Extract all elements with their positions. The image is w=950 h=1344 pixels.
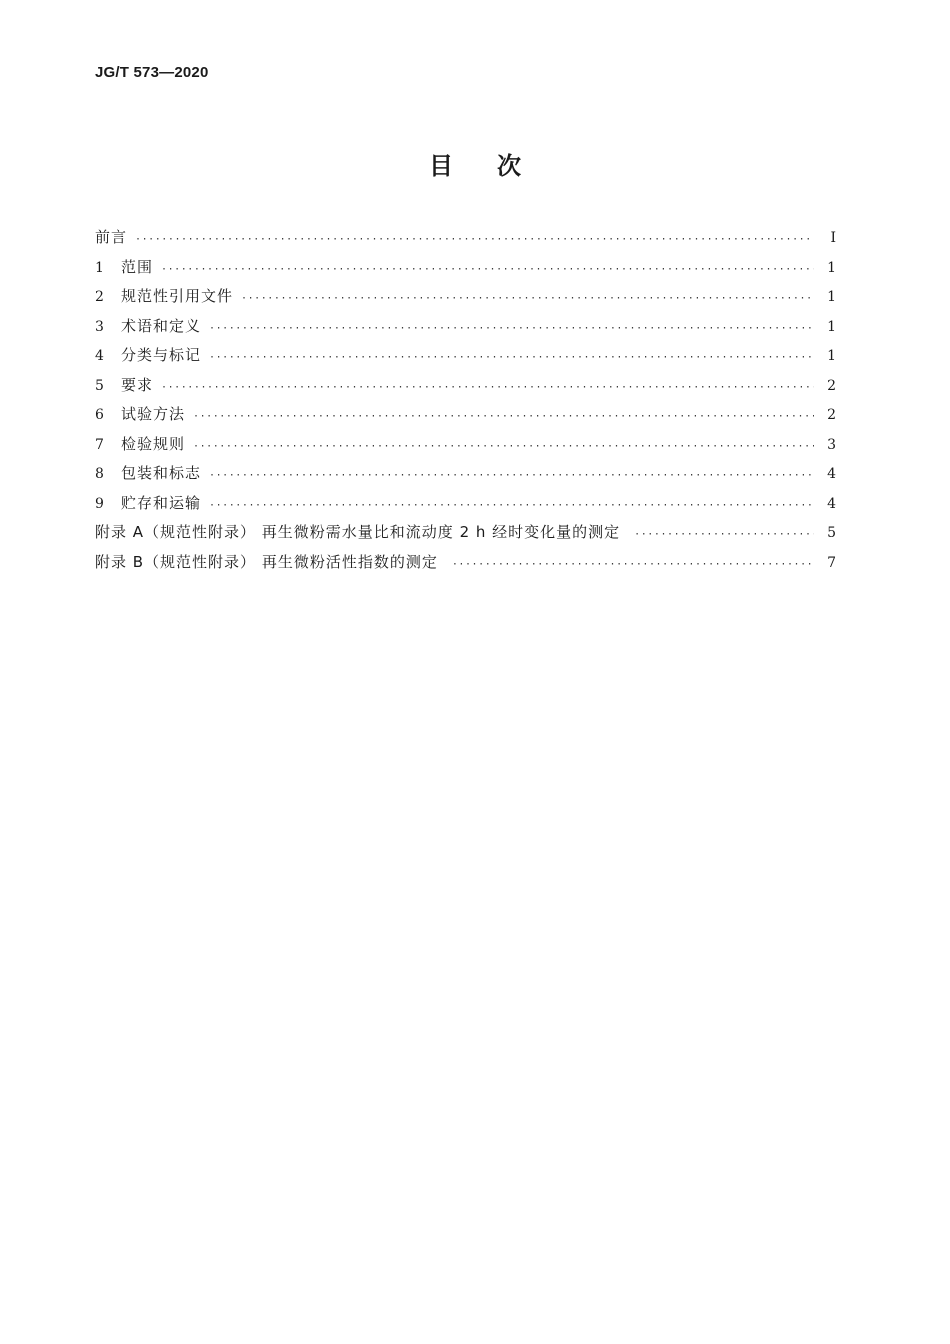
toc-entry-1[interactable] [95, 253, 836, 283]
toc-entry-label: 分类与标记 [121, 346, 202, 364]
toc-dot-leader [193, 402, 814, 432]
toc-dot-leader [452, 550, 814, 580]
toc-entry-6[interactable] [95, 400, 836, 430]
toc-entry-page: 7 [827, 554, 836, 571]
toc-dot-leader [209, 343, 814, 373]
toc-entry-9[interactable] [95, 489, 836, 519]
toc-dot-leader [241, 284, 814, 314]
toc-dot-leader [209, 314, 814, 344]
toc-entry-number: 2 [95, 289, 104, 305]
toc-dot-leader [161, 373, 814, 403]
toc-entry-label: 前言 [95, 228, 128, 246]
toc-entry-label: 包装和标志 [121, 464, 202, 482]
toc-entry-appendix-a[interactable] [95, 518, 836, 548]
toc-dot-leader [193, 432, 814, 462]
toc-entry-2[interactable] [95, 282, 836, 312]
toc-entry-number: 4 [95, 348, 104, 364]
toc-entry-7[interactable] [95, 430, 836, 460]
toc-entry-page: 4 [827, 466, 836, 482]
toc-entry-label: 检验规则 [121, 434, 186, 453]
toc-entry-8[interactable] [95, 459, 836, 489]
document-code: JG/T 573—2020 [95, 64, 209, 81]
toc-title: 目次 [429, 152, 565, 180]
toc-dot-leader [161, 255, 814, 285]
toc-entry-number: 7 [95, 436, 104, 453]
toc-dot-leader [634, 520, 814, 550]
toc-dot-leader [135, 225, 814, 255]
toc-entry-page: 2 [827, 377, 836, 394]
toc-entry-page: 3 [827, 436, 836, 453]
toc-entry-page: 1 [827, 318, 836, 335]
toc-entry-label: 规范性引用文件 [121, 287, 234, 305]
toc-entry-page: 1 [827, 348, 836, 364]
table-of-contents [95, 223, 836, 577]
toc-entry-number: 8 [95, 466, 104, 482]
toc-entry-label: 范围 [121, 257, 154, 276]
toc-entry-5[interactable] [95, 371, 836, 401]
toc-entry-number: 1 [95, 259, 104, 276]
toc-entry-page: 2 [827, 407, 836, 423]
toc-entry-3[interactable] [95, 312, 836, 342]
toc-entry-page: 5 [827, 525, 836, 541]
toc-entry-page: 1 [827, 289, 836, 305]
toc-entry-label: 附录 A（规范性附录） 再生微粉需水量比和流动度 2 h 经时变化量的测定 [95, 523, 621, 541]
toc-entry-label: 术语和定义 [121, 316, 202, 335]
toc-entry-number: 6 [95, 407, 104, 423]
toc-entry-appendix-b[interactable] [95, 548, 836, 578]
toc-entry-page: 4 [827, 495, 836, 512]
toc-entry-4[interactable] [95, 341, 836, 371]
toc-entry-foreword[interactable] [95, 223, 836, 253]
toc-entry-label: 要求 [121, 375, 154, 394]
toc-dot-leader [209, 461, 814, 491]
toc-entry-number: 3 [95, 318, 104, 335]
toc-entry-number: 9 [95, 495, 104, 512]
toc-dot-leader [209, 491, 814, 521]
toc-entry-page: 1 [827, 259, 836, 276]
toc-entry-number: 5 [95, 377, 104, 394]
toc-entry-label: 试验方法 [121, 405, 186, 423]
toc-entry-label: 贮存和运输 [121, 493, 202, 512]
toc-entry-label: 附录 B（规范性附录） 再生微粉活性指数的测定 [95, 552, 438, 571]
toc-entry-page: I [830, 230, 836, 246]
